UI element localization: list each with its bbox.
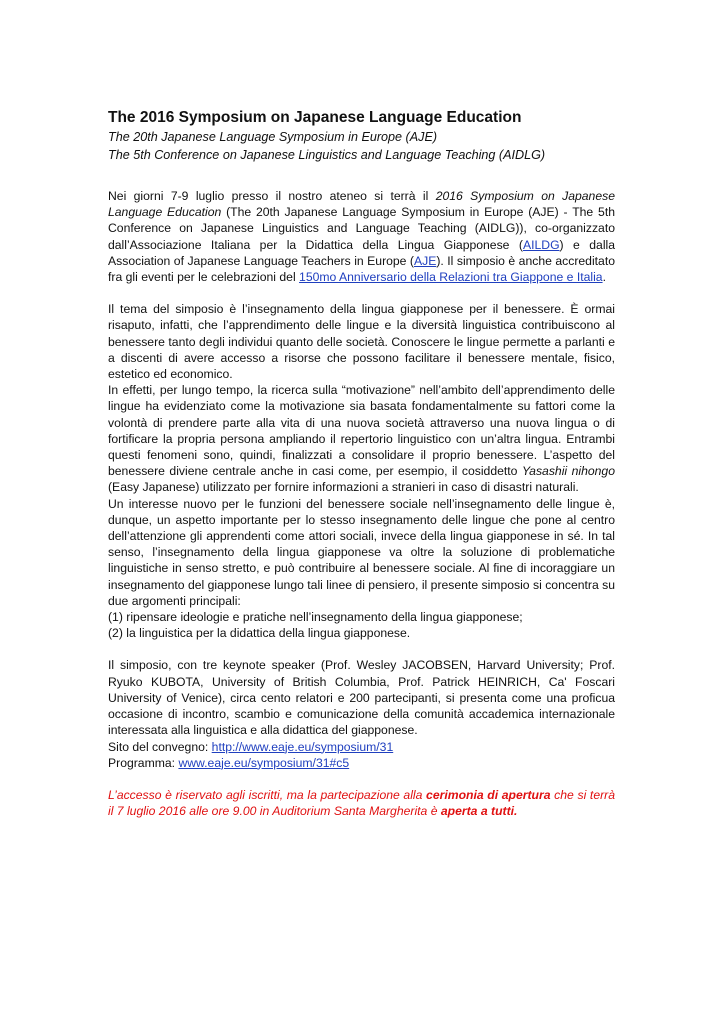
document-title: The 2016 Symposium on Japanese Language Education: [108, 109, 522, 126]
intro-symposium-name: 2016 Symposium on Japanese Language Education: [108, 189, 615, 220]
details-paragraph: Il simposio, con tre keynote speaker (Prof. Wesley JACOBSEN, Harvard University; Prof. Ryuko KUBOTA, University of British Columbia, Prof. Patrick HEINRICH, Ca' Foscari University of Venice), circa cento relatori e 200 partecipanti, si presenta come una proficua occasione di incontro, scambio e comunicazione della comunità accademica internazionale interessata alla linguistica e alla didattica del giapponese.: [108, 658, 615, 738]
intro-text-1: Nei giorni 7-9 luglio presso il nostro ateneo si terrà il: [108, 189, 436, 203]
notice-text-2: che si terrà il 7 luglio 2016 alle ore 9.00 in Auditorium Santa Margherita è: [108, 787, 615, 819]
program-link[interactable]: www.eaje.eu/symposium/31#c5: [178, 755, 350, 770]
intro-paragraph: [108, 188, 615, 285]
anniversary-link[interactable]: 150mo Anniversario della Relazioni tra Giappone e Italia: [299, 270, 603, 285]
program-line: [108, 755, 615, 771]
aje-link[interactable]: AJE: [414, 253, 437, 268]
site-label: Sito del convegno:: [108, 739, 212, 754]
site-link[interactable]: http://www.eaje.eu/symposium/31: [211, 739, 394, 754]
aildg-link[interactable]: AILDG: [522, 237, 560, 252]
intro-text-5: .: [602, 270, 606, 285]
document-body: [108, 108, 615, 819]
program-label: Programma:: [108, 755, 179, 770]
subtitle-aidlg: The 5th Conference on Japanese Linguistics and Language Teaching (AIDLG): [108, 148, 546, 162]
theme-paragraph-1: Il tema del simposio è l’insegnamento della lingua giapponese per il benessere. È ormai risaputo, infatti, che l’apprendimento delle lingue e la diversità linguistica contribuiscono al benessere tanto degli individui quanto delle società. Conoscere le lingue permette a parlanti e a discenti di avere accesso a risorse che possono facilitare il benessere mentale, fisico, estetico ed economico.: [108, 302, 615, 382]
notice-text-1: L’accesso è riservato agli iscritti, ma la partecipazione alla: [108, 787, 427, 802]
intro-text-4: ). Il simposio è anche accreditato fra gli eventi per le celebrazioni del: [108, 253, 615, 285]
theme-p2-text-b: (Easy Japanese) utilizzato per fornire informazioni a stranieri in caso di disastri naturali.: [108, 480, 579, 495]
yasashii-nihongo-term: Yasashii nihongo: [521, 464, 615, 479]
topic-item-2: (2) la linguistica per la didattica della lingua giapponese.: [108, 626, 411, 641]
subtitle-aje: The 20th Japanese Language Symposium in Europe (AJE): [108, 130, 438, 144]
site-line: [108, 739, 615, 755]
theme-paragraph-3: Un interesse nuovo per le funzioni del benessere sociale nell’insegnamento delle lingue è, dunque, un aspetto importante per lo stesso insegnamento delle lingue che pone al centro dell’attenzione gli apprendenti come attori sociali, invece della lingua giapponese in sé. In tal senso, l’insegnamento della lingua giapponese va oltre la soluzione di problematiche linguistiche in senso stretto, e può contribuire al benessere sociale. Al fine di incoraggiare un insegnamento del giapponese lungo tali linee di pensiero, il presente simposio si concentra su due argomenti principali:: [108, 496, 615, 608]
theme-paragraph-2: [108, 382, 615, 495]
theme-p2-text-a: In effetti, per lungo tempo, la ricerca sulla “motivazione” nell’ambito dell’apprendimento delle lingue ha evidenziato come la motivazione sia basata fondamentalmente su fattori come la volontà di prendere parte alla vita di una nuova società attraverso una nuova lingua o di fortificare la propria persona ampliando il repertorio linguistico con un’altra lingua. Entrambi questi fenomeni sono, quindi, finalizzati a consolidare il proprio benessere. L’aspetto del benessere diviene centrale anche in casi come, per esempio, il cosiddetto: [108, 383, 615, 479]
open-to-all-text: aperta a tutti.: [440, 804, 518, 819]
intro-text-2: (The 20th Japanese Language Symposium in Europe (AJE) - The 5th Conference on Japanese Linguistics and Language Teaching (AIDLG)), co-organizzato dall’Associazione Italiana per la Didattica della Lingua Giapponese (: [108, 205, 615, 252]
intro-text-3: ) e dalla Association of Japanese Language Teachers in Europe (: [108, 237, 616, 268]
access-notice: [108, 787, 615, 819]
topic-item-1: (1) ripensare ideologie e pratiche nell’insegnamento della lingua giapponese;: [108, 610, 523, 625]
opening-ceremony-text: cerimonia di apertura: [426, 787, 551, 802]
